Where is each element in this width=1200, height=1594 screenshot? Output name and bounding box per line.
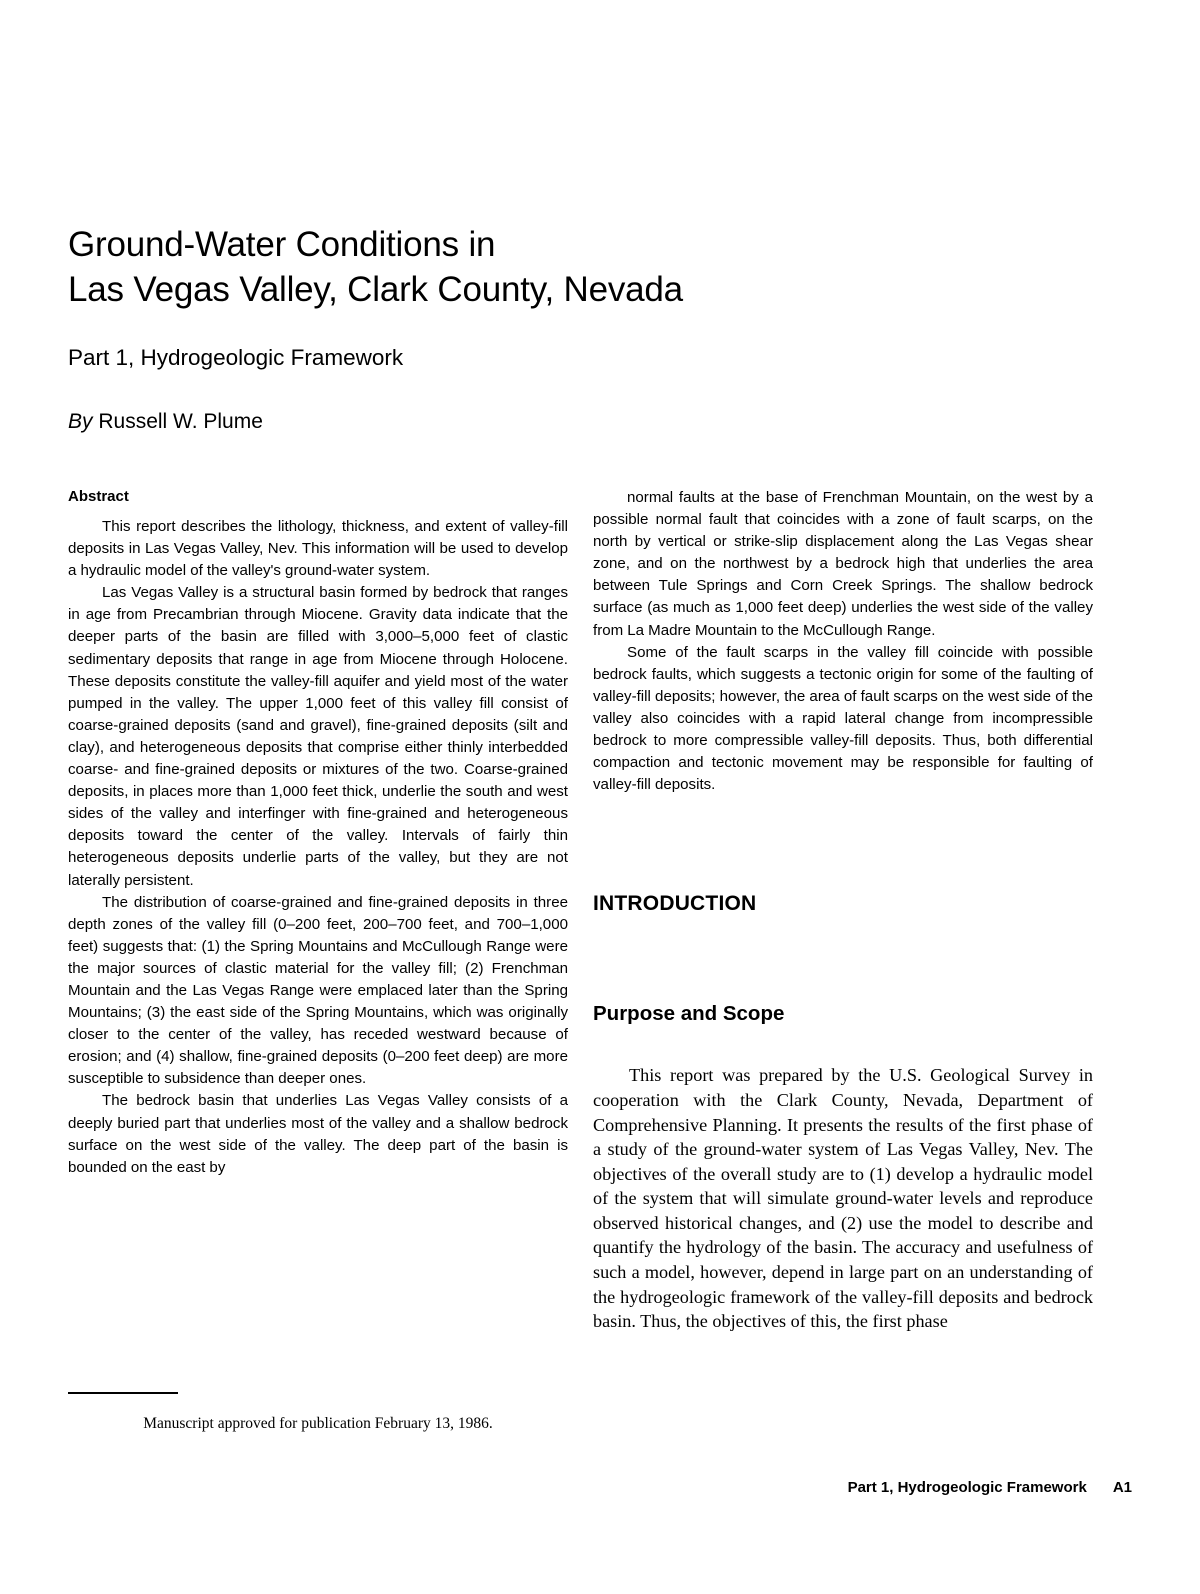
document-subtitle: Part 1, Hydrogeologic Framework — [68, 345, 404, 370]
abstract-paragraph-6: Some of the fault scarps in the valley fill coincide with possible bedrock faults, which suggests a tectonic origin for some of the faulting of valley-fill deposits; however, the area of fault scarps on the west side of the valley also coincides with a rapid lateral change from incompressible bedrock to more compressible valley-fill deposits. Thus, both differential compaction and tectonic movement may be responsible for faulting of valley-fill deposits. — [593, 643, 1093, 794]
abstract-continuation-paragraph: normal faults at the base of Frenchman Mountain, on the west by a possible normal fault that coincides with a zone of fault scarps, on the north by vertical or strike-slip displacement along the Las Vegas shear zone, and on the northwest by a bedrock high that underlies the area between Tule Springs and Corn Creek Springs. The shallow bedrock surface (as much as 1,000 feet deep) underlies the west side of the valley from La Madre Mountain to the McCullough Range. — [593, 489, 1093, 639]
body-columns — [68, 487, 1132, 1447]
purpose-and-scope-heading: Purpose and Scope — [593, 1002, 785, 1026]
author-byline — [68, 372, 1068, 435]
page-number: A1 — [1112, 1479, 1132, 1496]
title-block — [68, 222, 1068, 435]
footnote-rule — [68, 1392, 178, 1394]
abstract-paragraph-4: The bedrock basin that underlies Las Vegas Valley consists of a deeply buried part that underlies most of the valley and a shallow bedrock surface on the west side of the valley. The deep part of the basin is bounded on the east by — [68, 1092, 568, 1176]
spacer-before-introduction — [593, 796, 1093, 891]
introduction-heading: INTRODUCTION — [593, 892, 757, 916]
byline-author: Russell W. Plume — [98, 410, 263, 433]
title-line-2: Las Vegas Valley, Clark County, Nevada — [68, 270, 683, 309]
footnote-block — [68, 1392, 568, 1434]
page-title — [68, 222, 1068, 312]
purpose-and-scope-paragraph: This report was prepared by the U.S. Geological Survey in cooperation with the Clark County, Nevada, Department of Comprehensive Planning. It presents the results of the first phase of a study of the ground-water system of Las Vegas Valley, Nev. The objectives of the overall study are to (1) develop a hydraulic model of the system that will simulate ground-water levels and reproduce observed historical changes, and (2) use the model to describe and quantify the hydrology of the basin. The accuracy and usefulness of such a model, however, depend in large part on an understanding of the hydrogeologic framework of the valley-fill deposits and bedrock basin. Thus, the objectives of this, the first phase — [593, 1065, 1093, 1332]
abstract-paragraph-3: The distribution of coarse-grained and fine-grained deposits in three depth zones of the valley fill (0–200 feet, 200–700 feet, and 700–1,000 feet) suggests that: (1) the Spring Mountains and McCullough Range were the major sources of clastic material for the valley fill; (2) Frenchman Mountain and the Las Vegas Range were emplaced later than the Spring Mountains; (3) the east side of the Spring Mountains, which was originally closer to the center of the valley, has receded westward because of erosion; and (4) shallow, fine-grained deposits (0–200 feet deep) are more susceptible to subsidence than deeper ones. — [68, 893, 568, 1088]
abstract-heading: Abstract — [68, 488, 129, 505]
byline-prefix: By — [68, 410, 93, 433]
spacer-after-introduction — [593, 917, 1093, 1001]
abstract-paragraph-1: This report describes the lithology, thickness, and extent of valley-fill deposits in Las Vegas Valley, Nev. This information will be used to develop a hydraulic model of the valley's ground-water system. — [68, 518, 568, 580]
spacer-after-purpose-heading — [593, 1027, 1093, 1063]
left-column — [68, 487, 568, 1179]
footer-label: Part 1, Hydrogeologic Framework — [847, 1479, 1087, 1496]
title-line-1: Ground-Water Conditions in — [68, 225, 496, 264]
right-column — [593, 487, 1093, 1334]
footnote-text: Manuscript approved for publication February 13, 1986. — [143, 1415, 493, 1432]
abstract-paragraph-2: Las Vegas Valley is a structural basin formed by bedrock that ranges in age from Precambrian through Miocene. Gravity data indicate that the deeper parts of the basin are filled with 3,000–5,000 feet of clastic sedimentary deposits that range in age from Miocene through Holocene. These deposits constitute the valley-fill aquifer and yield most of the water pumped in the valley. The upper 1,000 feet of this valley fill consist of coarse-grained deposits (sand and gravel), fine-grained deposits (silt and clay), and heterogeneous deposits that comprise either thinly interbedded coarse- and fine-grained deposits or mixtures of the two. Coarse-grained deposits, in places more than 1,000 feet thick, underlie the south and west sides of the valley and interfinger with fine-grained and heterogeneous deposits toward the center of the valley. Intervals of fairly thin heterogeneous deposits underlie parts of the valley, but they are not laterally persistent. — [68, 584, 568, 889]
page-footer — [525, 1478, 1132, 1498]
